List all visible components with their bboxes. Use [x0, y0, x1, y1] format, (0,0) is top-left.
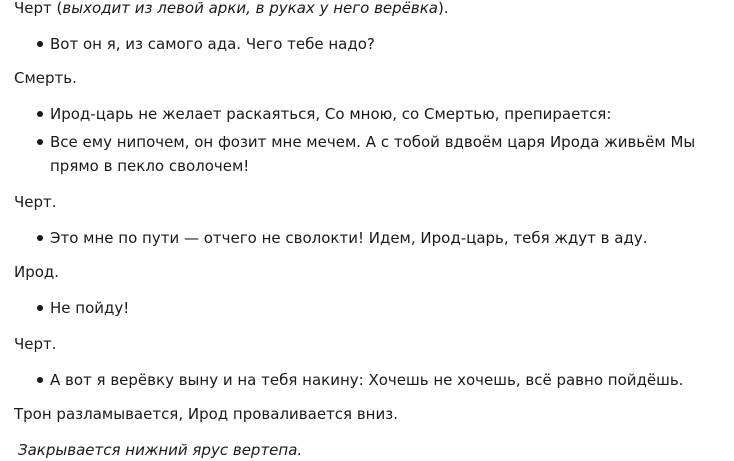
list-item-text: Это мне по пути — отчего не сволокти! Идем, Ирод-царь, тебя ждут в аду.: [50, 229, 648, 247]
list-item-text: Ирод-царь не желает раскаяться, Со мною, со Смертью, препирается:: [50, 105, 612, 123]
list-item: [50, 370, 683, 390]
list-item-text: Все ему нипочем, он фозит мне мечем. А с тобой вдвоём царя Ирода живьём Мы прямо в пекло сволочем!: [50, 133, 696, 175]
bullet-icon: [37, 41, 43, 47]
stage-direction-text: Закрывается нижний ярус вертепа.: [18, 441, 303, 459]
closing-paren: ).: [438, 0, 449, 17]
bullet-icon: [37, 305, 43, 311]
list-item: [50, 130, 700, 178]
list-item-text: А вот я верёвку выну и на тебя накину: Хочешь не хочешь, всё равно пойдёшь.: [50, 371, 684, 389]
list-item: [50, 228, 648, 248]
stage-direction-line: [18, 440, 302, 460]
speaker-smert: [14, 68, 77, 88]
speaker-text: Черт.: [14, 335, 57, 353]
bullet-icon: [37, 139, 43, 145]
speaker-chert: [14, 192, 57, 212]
bullet-icon: [37, 235, 43, 241]
stage-direction: выходит из левой арки, в руках у него верёвка: [62, 0, 438, 17]
stage-direction-text: Трон разламывается, Ирод проваливается вниз.: [14, 405, 398, 423]
stage-direction-line: [14, 404, 398, 424]
bullet-icon: [37, 111, 43, 117]
speaker-chert: [14, 334, 57, 354]
speaker-text: Смерть.: [14, 69, 77, 87]
speaker-text: Черт.: [14, 193, 57, 211]
speaker-text: Черт (: [14, 0, 63, 17]
list-item-text: Вот он я, из самого ада. Чего тебе надо?: [50, 35, 375, 53]
list-item: [50, 104, 611, 124]
stage-line-chert-enter: [14, 0, 449, 18]
list-item: [50, 34, 375, 54]
list-item: [50, 298, 129, 318]
speaker-text: Ирод.: [14, 263, 60, 281]
list-item-text: Не пойду!: [50, 299, 130, 317]
bullet-icon: [37, 377, 43, 383]
speaker-irod: [14, 262, 59, 282]
